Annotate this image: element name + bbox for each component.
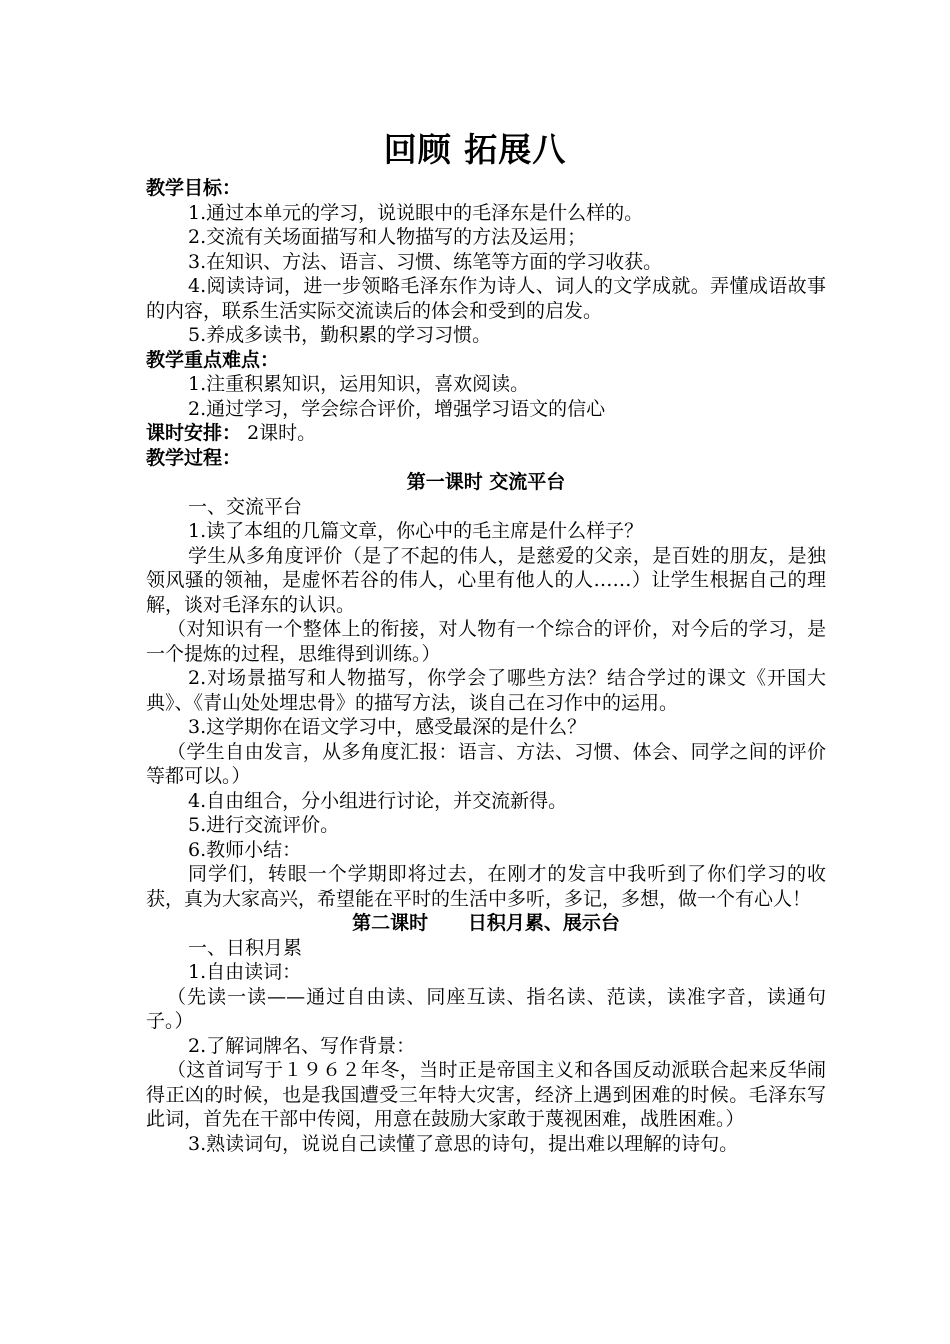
lesson1-paragraph: 6.教师小结： [188, 838, 302, 861]
lesson1-paragraph: 2.对场景描写和人物描写，你学会了哪些方法？结合学过的课文《开国大典》、《青山处处埋忠骨》的描写方法，谈自己在习作中的运用。 [146, 667, 826, 714]
lesson2-paragraph: 2.了解词牌名、写作背景： [188, 1034, 416, 1057]
lesson2-paragraph: 1.自由读词： [188, 961, 302, 983]
lesson1-paragraph: （对知识有一个整体上的衔接，对人物有一个综合的评价，对今后的学习，是一个提炼的过程，思维得到训练。） [146, 618, 826, 665]
goal-item: 2.交流有关场面描写和人物描写的方法及运用； [188, 226, 587, 248]
goal-item: 1.通过本单元的学习，说说眼中的毛泽东是什么样的。 [188, 201, 644, 224]
goal-item: 4.阅读诗词，进一步领略毛泽东作为诗人、词人的文学成就。弄懂成语故事的内容，联系生活实际交流读后的体会和受到的启发。 [146, 275, 826, 322]
lesson1-paragraph: 学生从多角度评价（是了不起的伟人，是慈爱的父亲，是百姓的朋友，是独领风骚的领袖，是虚怀若谷的伟人，心里有他人的人……）让学生根据自己的理解，谈对毛泽东的认识。 [146, 544, 826, 616]
page-title: 回顾 拓展八 [383, 130, 567, 169]
lesson1-paragraph: 4.自由组合，分小组进行讨论，并交流新得。 [188, 789, 568, 812]
goals-heading: 教学目标： [146, 177, 242, 199]
lesson2-paragraph: （先读一读——通过自由读、同座互读、指名读、范读，读准字音，读通句子。） [146, 985, 826, 1032]
lesson2-paragraph: 一、日积月累 [188, 936, 303, 959]
lesson1-paragraph: 5.进行交流评价。 [188, 814, 340, 836]
key-point-item: 2.通过学习，学会综合评价，增强学习语文的信心 [188, 397, 606, 420]
lesson1-title: 第一课时 交流平台 [406, 471, 566, 493]
lesson2-paragraph: （这首词写于１９６２年冬，当时正是帝国主义和各国反动派联合起来反华闹得正凶的时候，也是我国遭受三年特大灾害，经济上遇到困难的时候。毛泽东写此词，首先在干部中传阅，用意在鼓励大家敢于蔑视困难，战胜困难。） [146, 1059, 826, 1130]
schedule-heading: 课时安排： [146, 422, 242, 444]
lesson1-paragraph: （学生自由发言，从多角度汇报：语言、方法、习惯、体会、同学之间的评价等都可以。） [146, 740, 826, 787]
lesson2-paragraph: 3.熟读词句，说说自己读懂了意思的诗句，提出难以理解的诗句。 [188, 1132, 739, 1155]
key-points-heading: 教学重点难点： [146, 348, 280, 371]
document-body [146, 176, 826, 1156]
lesson1-paragraph: 同学们，转眼一个学期即将过去，在刚才的发言中我听到了你们学习的收获，真为大家高兴，希望能在平时的生活中多听，多记，多想，做一个有心人！ [146, 863, 826, 910]
lesson1-paragraph: 3.这学期你在语文学习中，感受最深的是什么？ [188, 716, 587, 738]
lesson1-paragraph: 一、交流平台 [188, 495, 303, 518]
schedule-line [146, 421, 826, 446]
lesson1-paragraph: 1.读了本组的几篇文章，你心中的毛主席是什么样子？ [188, 520, 644, 542]
goal-item: 5.养成多读书，勤积累的学习习惯。 [188, 324, 492, 346]
process-heading: 教学过程： [146, 446, 242, 469]
schedule-value: 2课时。 [247, 422, 317, 444]
key-point-item: 1.注重积累知识，运用知识，喜欢阅读。 [188, 373, 530, 395]
lesson2-title: 第二课时 日积月累、展示台 [352, 912, 620, 934]
goal-item: 3.在知识、方法、语言、习惯、练笔等方面的学习收获。 [188, 250, 663, 273]
